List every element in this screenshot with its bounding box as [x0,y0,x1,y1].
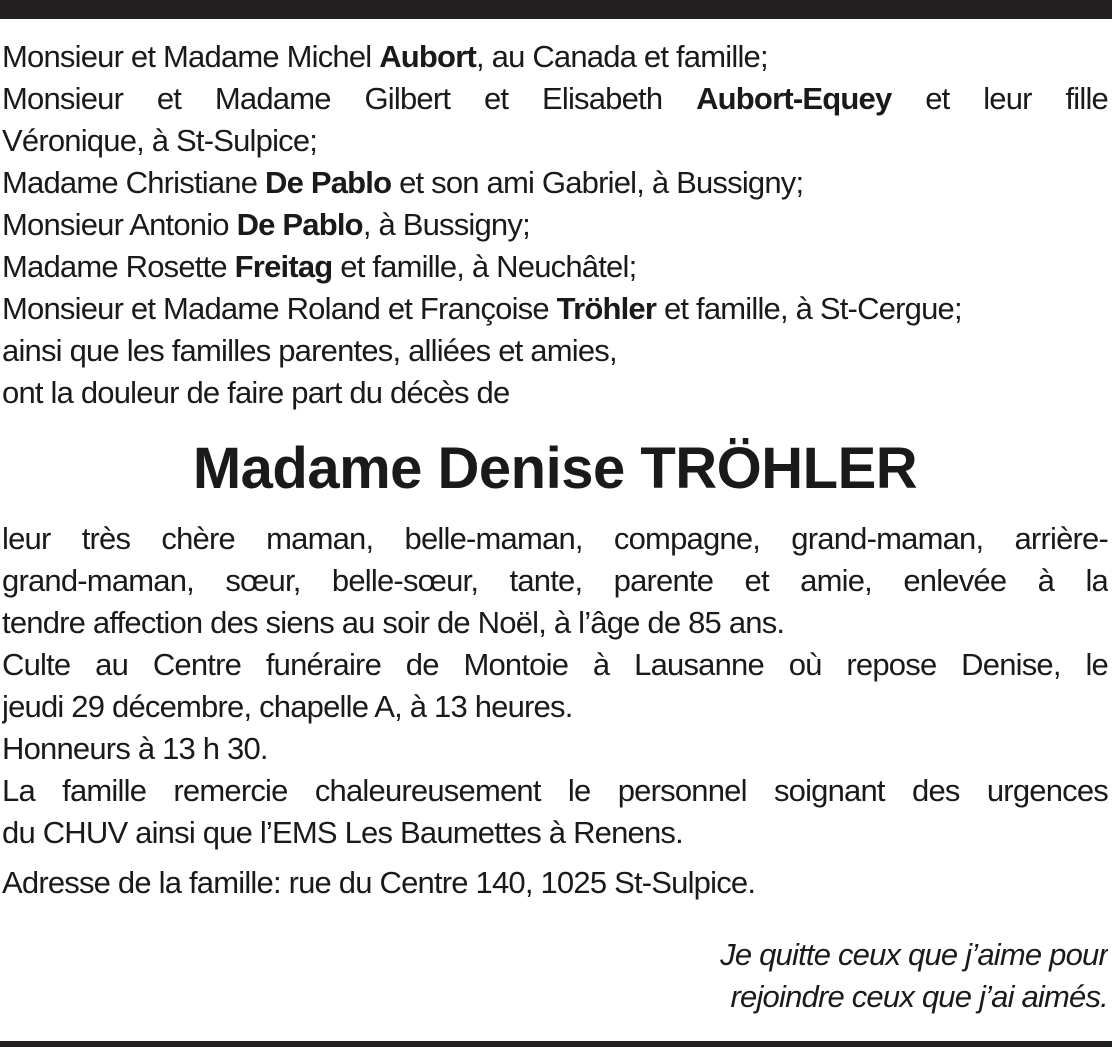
family-line: Monsieur et Madame Roland et Françoise Tröhler et famille, à St-Cergue; [2,291,962,326]
family-surname: Freitag [234,249,333,284]
family-line: Monsieur et Madame Gilbert et Elisabeth Aubort-Equey et leur fille [2,81,1108,116]
family-surname: De Pablo [265,165,392,200]
body-line: Culte au Centre funéraire de Montoie à Lausanne où repose Denise, le [2,647,1108,682]
family-line: Madame Rosette Freitag et famille, à Neuchâtel; [2,249,637,284]
body-line: tendre affection des siens au soir de Noël, à l’âge de 85 ans. [2,605,785,640]
family-line: Madame Christiane De Pablo et son ami Gabriel, à Bussigny; [2,165,804,200]
family-line: ont la douleur de faire part du décès de [2,375,510,410]
obituary-notice [2,36,1108,1018]
quote-line: Je quitte ceux que j’aime pour [720,937,1108,972]
body-line: Honneurs à 13 h 30. [2,731,268,766]
body-line: du CHUV ainsi que l’EMS Les Baumettes à Renens. [2,815,683,850]
body-line: jeudi 29 décembre, chapelle A, à 13 heures. [2,689,573,724]
body-line: La famille remercie chaleureusement le personnel soignant des urgences [2,773,1108,808]
family-line: Véronique, à St-Sulpice; [2,123,318,158]
closing-quote [2,934,1108,1018]
notice-body [2,518,1108,854]
family-line: ainsi que les familles parentes, alliées et amies, [2,333,617,368]
body-line: leur très chère maman, belle-maman, compagne, grand-maman, arrière- [2,521,1108,556]
family-address: Adresse de la famille: rue du Centre 140, 1025 St-Sulpice. [2,865,756,900]
family-surname: Aubort [379,39,476,74]
family-line: Monsieur Antonio De Pablo, à Bussigny; [2,207,530,242]
body-line: grand-maman, sœur, belle-sœur, tante, parente et amie, enlevée à la [2,563,1108,598]
top-rule [0,0,1112,19]
family-surname: De Pablo [236,207,363,242]
family-line: Monsieur et Madame Michel Aubort, au Canada et famille; [2,39,768,74]
family-surname: Tröhler [556,291,657,326]
quote-line: rejoindre ceux que j’ai aimés. [730,979,1108,1014]
family-list [2,36,1108,414]
bottom-rule [0,1041,1112,1047]
deceased-name-heading: Madame Denise TRÖHLER [192,436,918,501]
family-surname: Aubort-Equey [696,81,892,116]
